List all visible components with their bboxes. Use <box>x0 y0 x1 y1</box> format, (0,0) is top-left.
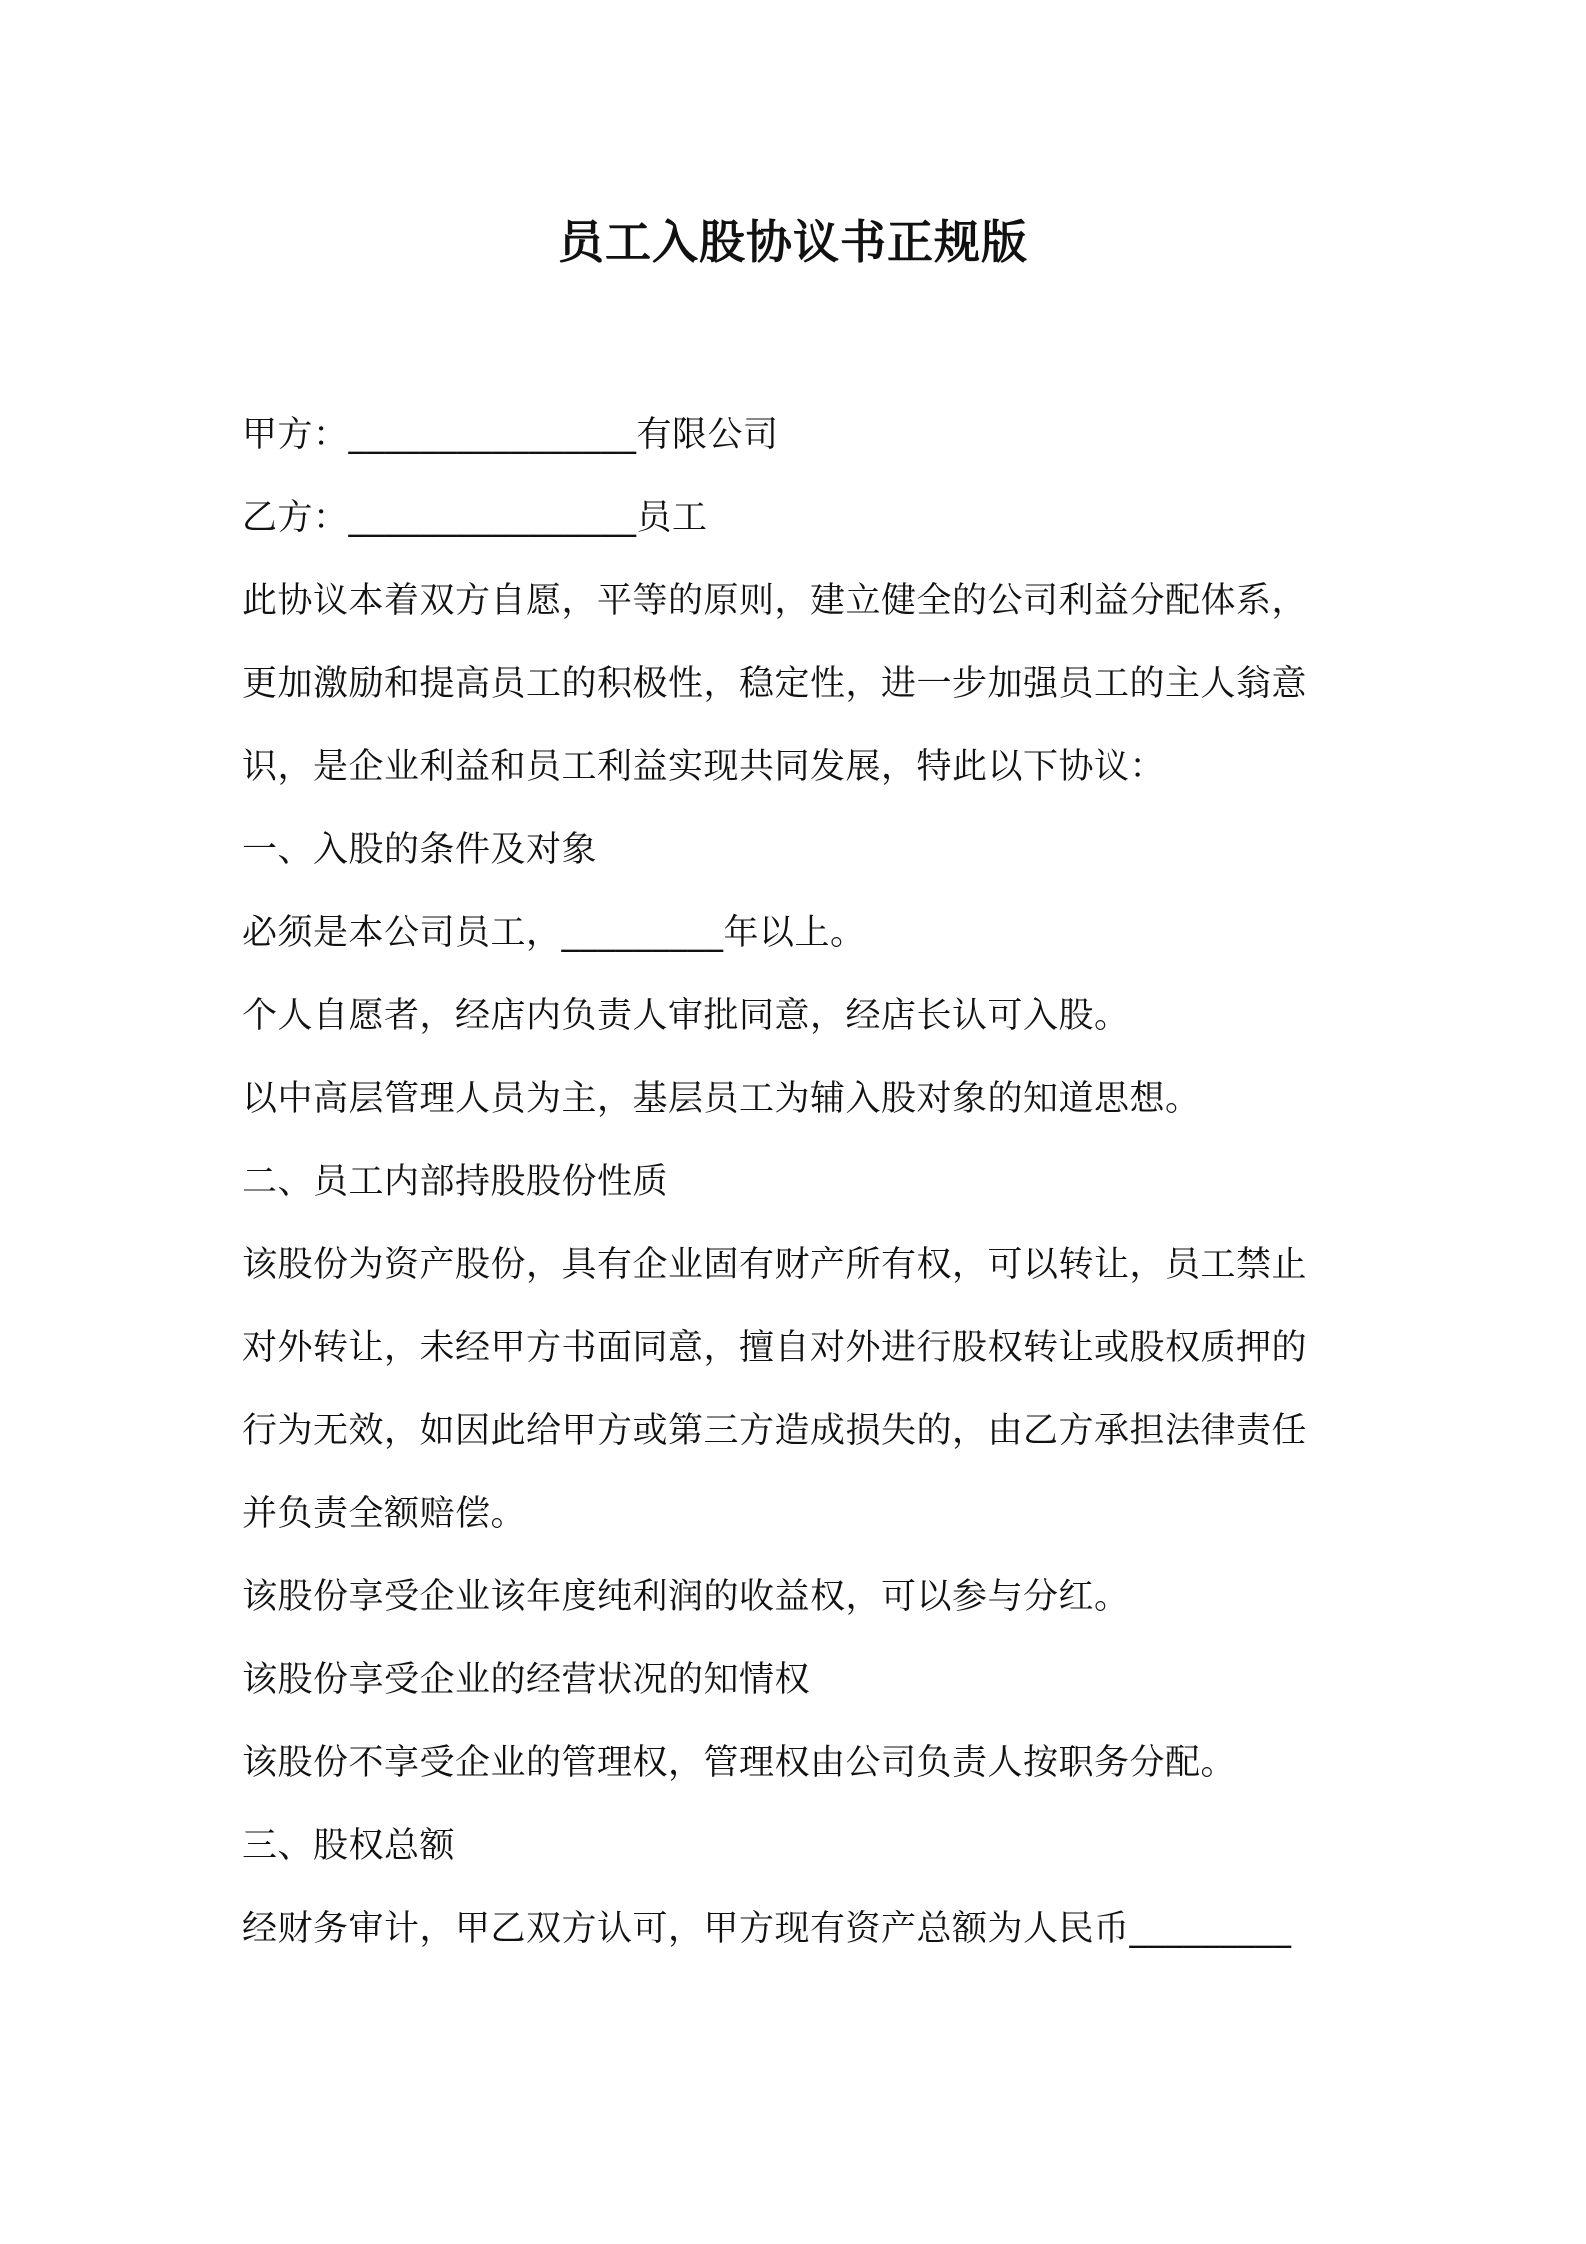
paragraph-line: 必须是本公司员工，_________年以上。 <box>242 913 866 953</box>
section-heading: 三、股权总额 <box>242 1826 456 1866</box>
paragraph-line: 行为无效，如因此给甲方或第三方造成损失的，由乙方承担法律责任 <box>242 1411 1308 1451</box>
document-title: 员工入股协议书正规版 <box>558 215 1028 269</box>
paragraph-line: 以中高层管理人员为主，基层员工为辅入股对象的知道思想。 <box>242 1079 1201 1119</box>
paragraph-line: 对外转让，未经甲方书面同意，擅自对外进行股权转让或股权质押的 <box>242 1328 1308 1368</box>
paragraph-line: 更加激励和提高员工的积极性，稳定性，进一步加强员工的主人翁意 <box>242 664 1308 704</box>
paragraph-line: 该股份享受企业的经营状况的知情权 <box>242 1660 811 1700</box>
paragraph-line: 该股份享受企业该年度纯利润的收益权，可以参与分红。 <box>242 1577 1130 1617</box>
paragraph-line: 并负责全额赔偿。 <box>242 1494 527 1534</box>
paragraph-line: 个人自愿者，经店内负责人审批同意，经店长认可入股。 <box>242 996 1130 1036</box>
paragraph-line: 该股份为资产股份，具有企业固有财产所有权，可以转让，员工禁止 <box>242 1245 1308 1285</box>
section-heading: 二、员工内部持股股份性质 <box>242 1162 669 1202</box>
paragraph-line: 识，是企业利益和员工利益实现共同发展，特此以下协议： <box>242 747 1166 787</box>
party-b-line: 乙方：________________员工 <box>242 498 708 538</box>
section-heading: 一、入股的条件及对象 <box>242 830 598 870</box>
party-a-line: 甲方：________________有限公司 <box>242 415 779 455</box>
paragraph-line: 此协议本着双方自愿，平等的原则，建立健全的公司利益分配体系， <box>242 581 1308 621</box>
paragraph-line: 该股份不享受企业的管理权，管理权由公司负责人按职务分配。 <box>242 1743 1237 1783</box>
paragraph-line: 经财务审计，甲乙双方认可，甲方现有资产总额为人民币_________ <box>242 1909 1292 1949</box>
